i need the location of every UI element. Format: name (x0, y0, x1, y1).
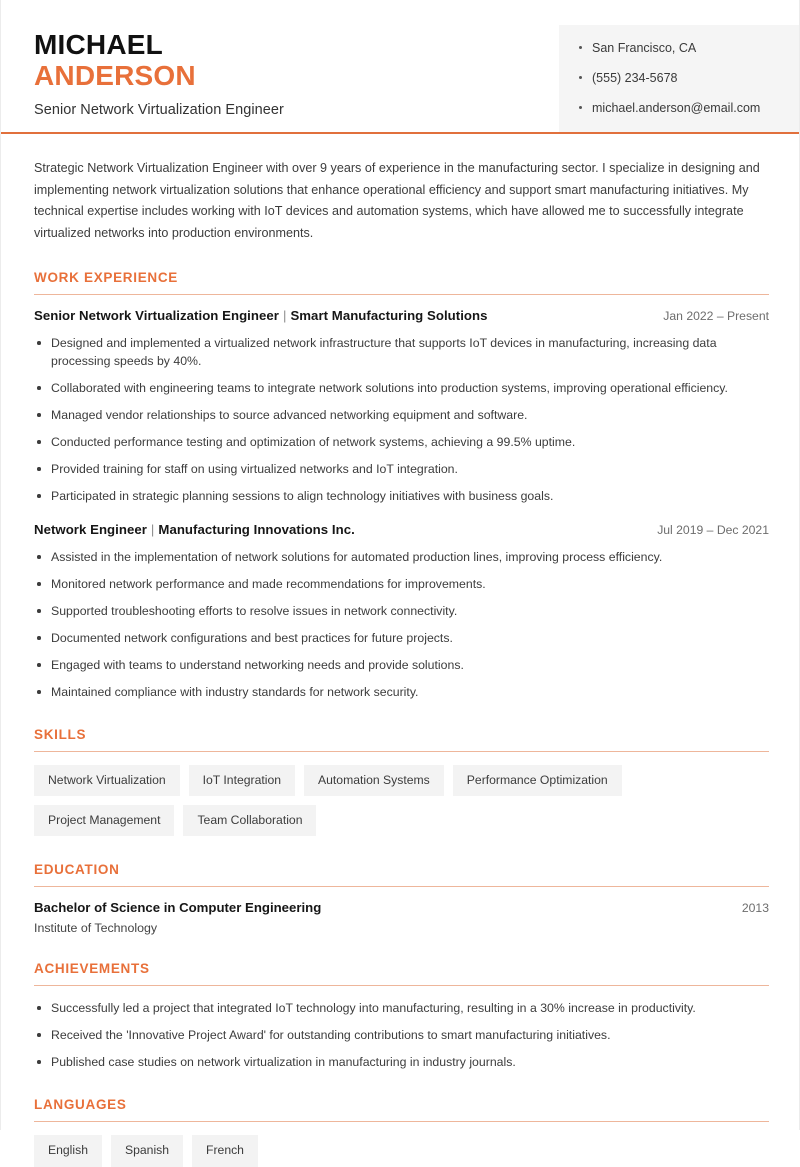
skill-chip[interactable]: Team Collaboration (183, 805, 316, 836)
first-name: MICHAEL (34, 29, 163, 60)
experience-job-title: Senior Network Virtualization Engineer (34, 308, 279, 323)
identity-block (1, 24, 284, 118)
bullet-dot-icon (579, 106, 582, 109)
skill-chip[interactable]: Performance Optimization (453, 765, 622, 796)
bullet-dot-icon (579, 46, 582, 49)
experience-bullet: Collaborated with engineering teams to integrate network solutions into production systems, improving operational efficiency. (34, 379, 762, 397)
section-divider (34, 886, 769, 887)
contact-panel (559, 25, 799, 132)
experience-bullet: Assisted in the implementation of network solutions for automated production lines, improving process efficiency. (34, 548, 762, 566)
experience-bullet: Provided training for staff on using virtualized networks and IoT integration. (34, 460, 762, 478)
experience-entry (34, 522, 767, 701)
skills-chip-list (34, 765, 767, 836)
section-work-experience (34, 270, 767, 701)
experience-entry-header (34, 522, 769, 537)
education-institution: Institute of Technology (34, 921, 158, 936)
experience-title-line (34, 522, 355, 537)
section-title-work-experience: WORK EXPERIENCE (34, 270, 179, 285)
language-chip[interactable]: Spanish (111, 1135, 183, 1166)
languages-chip-list (34, 1135, 767, 1166)
experience-bullet: Designed and implemented a virtualized network infrastructure that supports IoT devices in manufacturing, increasing data processing speeds by 40%. (34, 334, 762, 370)
achievement-bullet: Successfully led a project that integrated IoT technology into manufacturing, resulting in a 30% increase in productivity. (34, 999, 762, 1017)
experience-bullet-list (34, 548, 767, 701)
section-title-languages: LANGUAGES (34, 1097, 127, 1113)
contact-email-value: michael.anderson@email.com (592, 101, 761, 115)
resume-header (1, 0, 799, 134)
experience-company: Smart Manufacturing Solutions (290, 308, 488, 323)
experience-bullet: Participated in strategic planning sessions to align technology initiatives with business goals. (34, 487, 762, 505)
experience-bullet: Managed vendor relationships to source advanced networking equipment and software. (34, 406, 762, 424)
skill-chip[interactable]: Project Management (34, 805, 174, 836)
skill-chip[interactable]: Automation Systems (304, 765, 444, 796)
resume-content (1, 158, 799, 1167)
experience-company: Manufacturing Innovations Inc. (158, 522, 355, 537)
education-entry-header (34, 900, 769, 915)
achievement-bullet: Received the 'Innovative Project Award' for outstanding contributions to smart manufacturing initiatives. (34, 1026, 762, 1044)
name-first-line (34, 29, 284, 60)
section-divider (34, 985, 769, 986)
bullet-dot-icon (579, 76, 582, 79)
experience-bullet: Supported troubleshooting efforts to resolve issues in network connectivity. (34, 602, 762, 620)
experience-bullet: Engaged with teams to understand networking needs and provide solutions. (34, 656, 762, 674)
contact-item-location[interactable] (579, 41, 785, 56)
section-divider (34, 294, 769, 295)
experience-date-range: Jul 2019 – Dec 2021 (657, 523, 769, 537)
achievements-bullet-list (34, 999, 767, 1071)
skill-chip[interactable]: Network Virtualization (34, 765, 180, 796)
experience-job-title: Network Engineer (34, 522, 147, 537)
section-divider (34, 1121, 769, 1122)
section-achievements (34, 961, 767, 1071)
section-languages (34, 1097, 767, 1166)
title-separator: | (282, 308, 287, 323)
experience-bullet-list (34, 334, 767, 505)
language-chip[interactable]: French (192, 1135, 258, 1166)
experience-entry (34, 308, 767, 505)
contact-item-phone[interactable] (579, 71, 785, 86)
experience-bullet: Conducted performance testing and optimization of network systems, achieving a 99.5% uptime. (34, 433, 762, 451)
experience-entry-header (34, 308, 769, 323)
experience-title-line (34, 308, 488, 323)
experience-bullet: Documented network configurations and best practices for future projects. (34, 629, 762, 647)
professional-title: Senior Network Virtualization Engineer (34, 102, 284, 118)
section-title-achievements: ACHIEVEMENTS (34, 961, 150, 977)
contact-item-email[interactable] (579, 101, 785, 116)
skill-chip[interactable]: IoT Integration (189, 765, 295, 796)
title-separator: | (150, 522, 155, 537)
name-second-line (34, 60, 284, 91)
last-name: ANDERSON (34, 60, 196, 91)
section-divider (34, 751, 769, 752)
section-skills (34, 727, 767, 836)
education-entry (34, 900, 767, 935)
achievement-bullet: Published case studies on network virtualization in manufacturing in industry journals. (34, 1053, 762, 1071)
experience-date-range: Jan 2022 – Present (663, 309, 769, 323)
professional-summary: Strategic Network Virtualization Engineer with over 9 years of experience in the manufacturing sector. I specialize in designing and implementing network virtualization solutions that enhance operational efficiency and support smart manufacturing initiatives. My technical expertise includes working with IoT devices and automation systems, which have allowed me to successfully integrate virtualized networks into production environments. (34, 161, 760, 240)
experience-bullet: Maintained compliance with industry standards for network security. (34, 683, 762, 701)
contact-location-value: San Francisco, CA (592, 41, 697, 55)
experience-bullet: Monitored network performance and made recommendations for improvements. (34, 575, 762, 593)
education-year: 2013 (741, 901, 769, 916)
section-title-education: EDUCATION (34, 862, 120, 878)
section-education (34, 862, 767, 935)
education-degree: Bachelor of Science in Computer Engineering (34, 900, 322, 916)
section-title-skills: SKILLS (34, 727, 87, 742)
language-chip[interactable]: English (34, 1135, 102, 1166)
contact-phone-value: (555) 234-5678 (592, 71, 678, 85)
